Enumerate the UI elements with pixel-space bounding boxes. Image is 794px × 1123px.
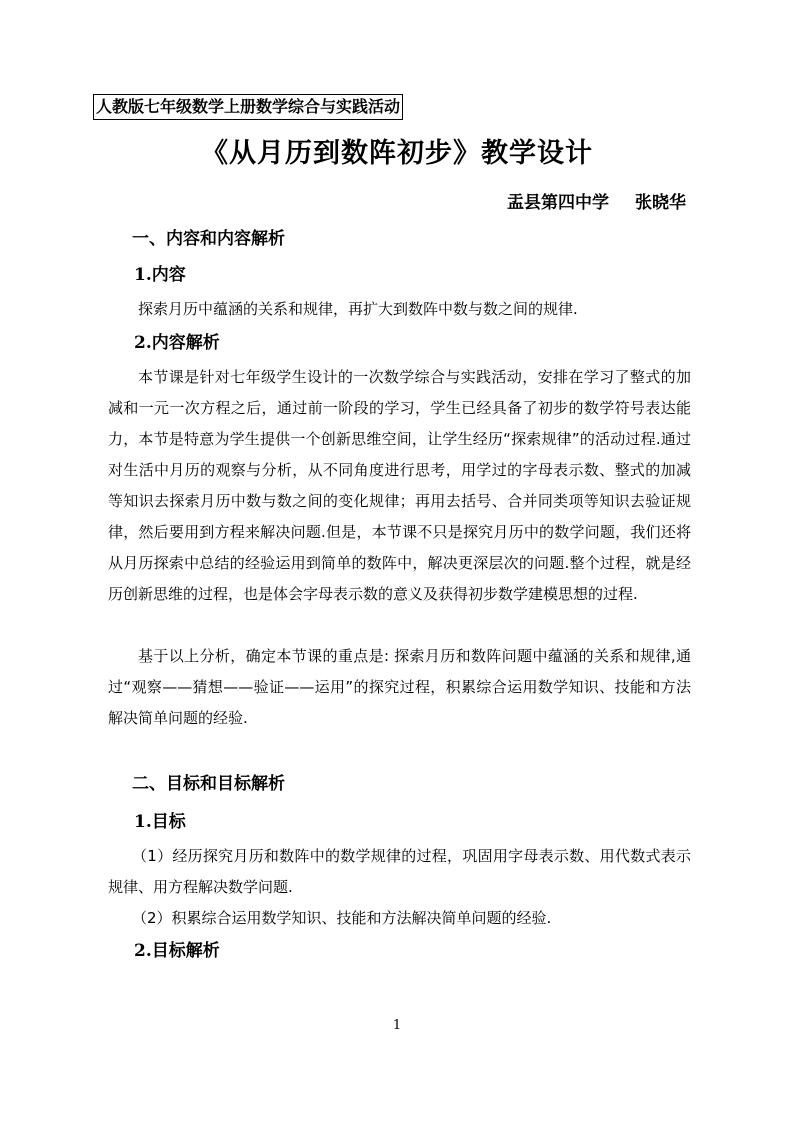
author-name: 张晓华 <box>635 193 686 213</box>
content-text: 探索月历中蕴涵的关系和规律，再扩大到数阵中数与数之间的规律. <box>138 300 578 318</box>
subheading-goals-analysis: 2.目标解析 <box>134 941 220 961</box>
series-label-box: 人教版七年级数学上册数学综合与实践活动 <box>93 94 403 120</box>
subheading-content-analysis: 2.内容解析 <box>134 333 220 353</box>
page-number: 1 <box>392 1018 402 1033</box>
subheading-goals: 1.目标 <box>134 812 186 832</box>
school-name: 盂县第四中学 <box>507 193 609 213</box>
section-heading-content: 一、内容和内容解析 <box>132 229 285 249</box>
document-title: 《从月历到数阵初步》教学设计 <box>201 138 593 169</box>
content-analysis-paragraph-2: 基于以上分析，确定本节课的重点是: 探索月历和数阵问题中蕴涵的关系和规律,通过“观察——猜想——验证——运用”的探究过程，积累综合运用数学知识、技能和方法解决简单问题的经验. <box>108 647 691 727</box>
goal-item-1: （1）经历探究月历和数阵中的数学规律的过程，巩固用字母表示数、用代数式表示规律、用方程解决数学问题. <box>108 847 691 896</box>
author-line <box>507 191 686 215</box>
goal-item-2: （2）积累综合运用数学知识、技能和方法解决简单问题的经验. <box>132 909 552 927</box>
section-heading-goals: 二、目标和目标解析 <box>132 774 285 794</box>
content-analysis-paragraph-1: 本节课是针对七年级学生设计的一次数学综合与实践活动，安排在学习了整式的加减和一元一次方程之后，通过前一阶段的学习，学生已经具备了初步的数学符号表达能力，本节是特意为学生提供一个创新思维空间，让学生经历“探索规律”的活动过程.通过对生活中月历的观察与分析，从不同角度进行思考，用学过的字母表示数、整式的加减等知识去探索月历中数与数之间的变化规律；再用去括号、合并同类项等知识去验证规律，然后要用到方程来解决问题.但是，本节课不只是探究月历中的数学问题，我们还将从月历探索中总结的经验运用到简单的数阵中，解决更深层次的问题.整个过程，就是经历创新思维的过程，也是体会字母表示数的意义及获得初步数学建模思想的过程. <box>108 368 691 603</box>
subheading-content: 1.内容 <box>134 265 186 285</box>
